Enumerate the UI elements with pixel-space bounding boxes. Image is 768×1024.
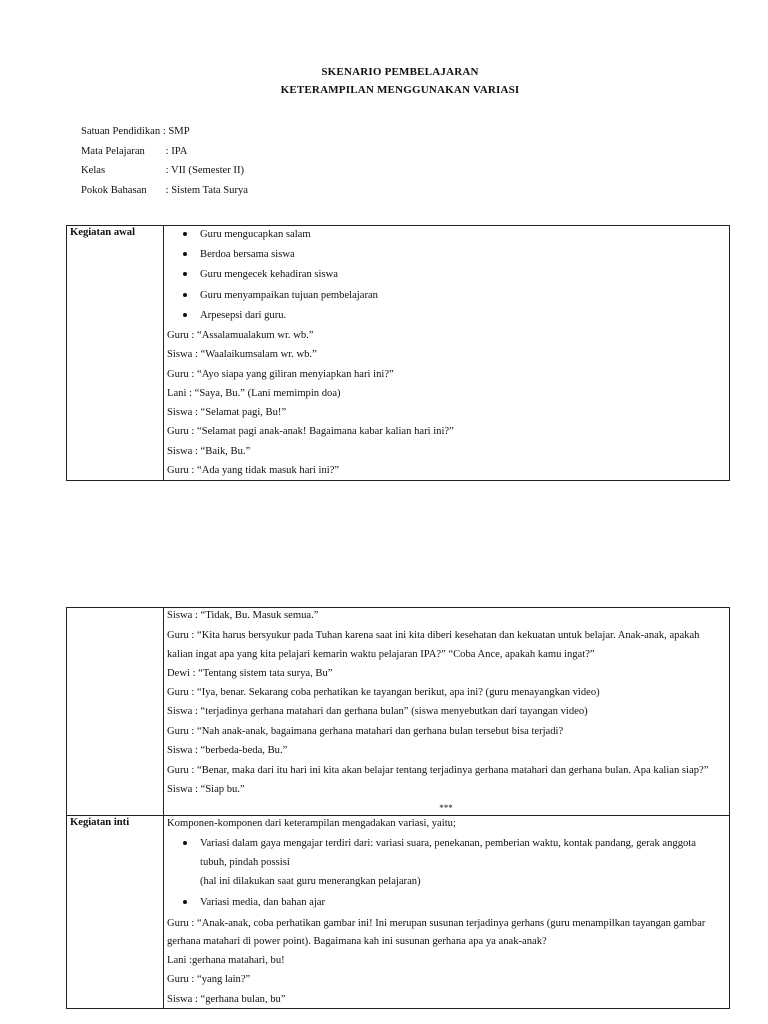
section-content [164, 608, 730, 816]
info-row-school [81, 125, 248, 145]
info-value: : SMP [162, 126, 190, 137]
dialog-line: Guru : “Ada yang tidak masuk hari ini?” [167, 465, 340, 477]
list-item-note: (hal ini dilakukan saat guru menerangkan pelajaran) [200, 875, 421, 887]
info-label: Kelas [81, 165, 106, 176]
section-label-empty [67, 608, 164, 816]
dialog-line: Guru : “Benar, maka dari itu hari ini kita akan belajar tentang terjadinya gerhana matahari dan gerhana bulan. Apa kalian siap?” [167, 765, 709, 777]
dialog-line: Lani : “Saya, Bu.” (Lani memimpin doa) [167, 387, 341, 399]
info-label: Mata Pelajaran [81, 145, 145, 157]
list-item: Berdoa bersama siswa [182, 247, 725, 267]
info-row-subject [81, 145, 248, 165]
dialog-line: Guru : “Anak-anak, coba perhatikan gambar ini! Ini merupan susunan terjadinya gerhans (guru menampilkan tayangan gambar gerhana matahari di power point). Bagaimana kah ini susunan gerhana apa ya anak-anak? [167, 917, 706, 948]
dialog-line: Dewi : “Tentang sistem tata surya, Bu” [167, 667, 333, 679]
dialog-line: Siswa : “gerhana bulan, bu” [167, 993, 286, 1005]
info-label: Satuan Pendidikan [81, 126, 161, 137]
activity-table-opening [66, 225, 730, 481]
activity-table-continued [66, 607, 730, 1009]
info-value: : Sistem Tata Surya [165, 184, 248, 196]
dialog-line: Siswa : “berbeda-beda, Bu.” [167, 744, 288, 756]
info-value: : IPA [165, 145, 188, 157]
dialog-line: Siswa : “Selamat pagi, Bu!” [167, 407, 287, 419]
lesson-info [81, 125, 248, 203]
document-subtitle: KETERAMPILAN MENGGUNAKAN VARIASI [280, 84, 520, 96]
list-item: Variasi media, dan bahan ajar [182, 895, 725, 915]
section-content [164, 226, 730, 481]
dialog-line: Guru : “Nah anak-anak, bagaimana gerhana matahari dan gerhana bulan tersebut bisa terjadi? [167, 725, 564, 737]
list-item: Variasi dalam gaya mengajar terdiri dari: variasi suara, penekanan, pemberian waktu, kontak pandang, gerak anggota tubuh, pindah possisi [182, 835, 725, 872]
dialog-line: Siswa : “Tidak, Bu. Masuk semua.” [167, 610, 319, 621]
dialog-line: Siswa : “Waalaikumsalam wr. wb.” [167, 349, 317, 361]
info-value: : VII (Semester II) [165, 165, 245, 176]
dialog-line: Guru : “Selamat pagi anak-anak! Bagaimana kabar kalian hari ini?” [167, 426, 454, 438]
list-item: Guru menyampaikan tujuan pembelajaran [182, 288, 725, 308]
dialog-line: Guru : “yang lain?” [167, 974, 251, 986]
dialog-line: Guru : “Assalamualakum wr. wb.” [167, 329, 314, 341]
dialog-line: Siswa : “terjadinya gerhana matahari dan gerhana bulan” (siswa menyebutkan dari tayangan video) [167, 706, 588, 718]
section-label: Kegiatan awal [67, 226, 164, 481]
info-row-class [81, 164, 248, 184]
section-content [164, 816, 730, 1009]
list-item: Guru mengucapkan salam [182, 227, 725, 247]
dialog-line: Guru : “Ayo siapa yang giliran menyiapkan hari ini?” [167, 368, 394, 380]
info-row-topic [81, 184, 248, 204]
dialog-line: Siswa : “Baik, Bu.” [167, 445, 251, 457]
info-label: Pokok Bahasan [81, 184, 147, 196]
intro-text: Komponen-komponen dari keterampilan mengadakan variasi, yaitu; [167, 818, 456, 830]
separator: *** [439, 803, 453, 814]
dialog-line: Lani :gerhana matahari, bu! [167, 955, 285, 967]
dialog-line: Guru : “Kita harus bersyukur pada Tuhan karena saat ini kita diberi kesehatan dan kekuatan untuk belajar. Anak-anak, apakah kalian ingat apa yang kita pelajari kemarin waktu pelajaran IPA?” “Coba Ance, apakah kamu ingat?” [167, 630, 700, 660]
list-item: Guru mengecek kehadiran siswa [182, 267, 725, 287]
document-title: SKENARIO PEMBELAJARAN [321, 66, 479, 78]
dialog-line: Guru : “Iya, benar. Sekarang coba perhatikan ke tayangan berikut, apa ini? (guru menayangkan video) [167, 687, 600, 698]
section-label: Kegiatan inti [67, 816, 164, 1009]
dialog-line: Siswa : “Siap bu.” [167, 783, 245, 795]
list-item: Arpesepsi dari guru. [182, 308, 725, 328]
